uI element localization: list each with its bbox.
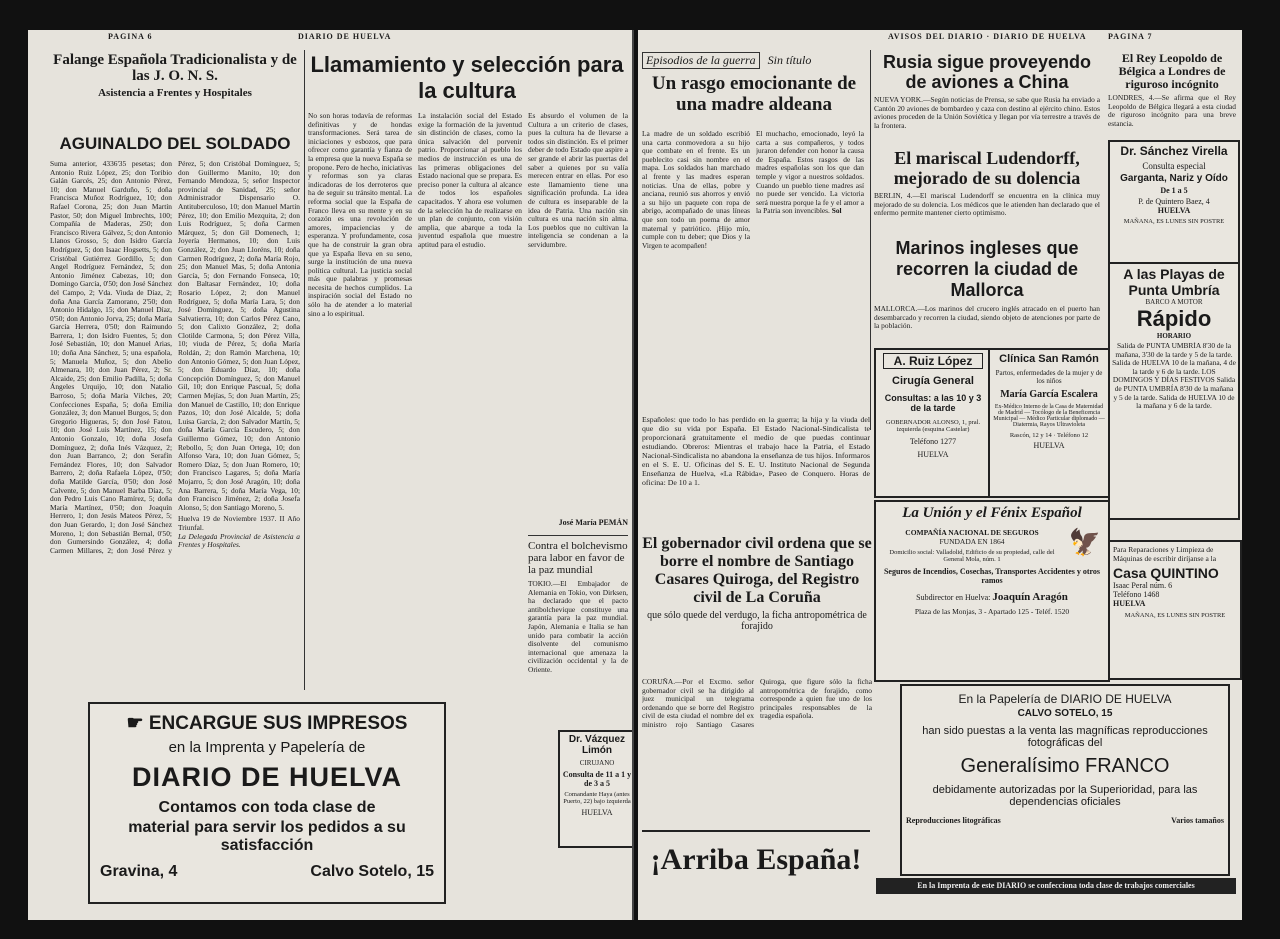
union-row	[879, 522, 1105, 563]
page-number-left: PAGINA 6	[108, 32, 153, 41]
imprenta-address-a: Gravina, 4	[100, 863, 178, 880]
marinos-title: Marinos ingleses que recorren la ciudad de Mallorca	[895, 238, 1079, 300]
episodios-col-b	[756, 130, 864, 410]
ramon-ad	[988, 348, 1110, 498]
union-title: La Unión y el Fénix Español	[902, 505, 1082, 521]
union-line3: Domicilio social: Valladolid, Edificio de su propiedad, calle del General Mola, núm. 1	[889, 549, 1055, 563]
ludendorff-body: BERLIN, 4.—El mariscal Ludendorff se encuentra en la clínica muy mejorado de su dolencia. Los médicos que le atienden han declarado que el enfermo permite mantener cierto optimismo.	[874, 192, 1100, 218]
quintino-city: HUELVA	[1113, 599, 1146, 608]
playas-schedule: Salida de PUNTA UMBRÍA 8'30 de la mañana, 3'30 de la tarde y 5 de la tarde. Salida de HUELVA 10 de la mañana, 4 de la tarde y 6 de la tarde. LOS DOMINGOS Y DÍAS FESTIVOS Salida de PUNTA UMBRÍA 8'30 de la mañana y 5 de la tarde. Salida de HUELVA 10 de la mañana y 6 de la tarde.	[1112, 342, 1236, 411]
playas-horario: HORARIO	[1156, 332, 1192, 340]
falange-title: Falange Española Tradicionalista y de las J. O. N. S.	[53, 52, 297, 84]
imprenta-addresses	[94, 863, 440, 881]
imprenta-headline: ENCARGUE SUS IMPRESOS	[148, 713, 408, 734]
aguinaldo-title: AGUINALDO DEL SOLDADO	[59, 134, 291, 153]
union-line2: FUNDADA EN 1864	[939, 537, 1005, 546]
imprenta-line3: DIARIO DE HUELVA	[131, 762, 402, 792]
franco-line4: debidamente autorizadas por la Superioridad, para las dependencias oficiales	[932, 784, 1198, 808]
leopoldo-title: El Rey Leopoldo de Bélgica a Londres de riguroso incógnito	[1118, 52, 1226, 91]
quintino-ad	[1108, 540, 1242, 680]
episodios-col-a: La madre de un soldado escribió una carta conmovedora a su hijo que combate en el frente. Es un pueblecito casi sin nombre en el mapa. Los soldados han marchado al frente y las madres esperan noticias. Una de ellas, pobre y anciana, reunió sus ahorros y envió a su hijo un paquete con ropa de abrigo, acompañado de unas líneas que son todo un poema de amor maternal y patriótico. ¡Hijo mío, cumple con tu deber; que Dios y la Virgen te acompañen!	[642, 130, 750, 250]
llamamiento-col-a: No son horas todavía de reformas definitivas y de hondas transformaciones. Será tarea de iniciaciones y esbozos, que para ofrecer como garantía y fianza de la empresa que la nueva España se propone. Pero de hecho, iniciativas y reformas son ya claras indicadoras de los derroteros que ha de seguir su tránsito mental. La reforma social que la España de Franco lleva en su mente y en su corazón es una revolución de amores, impaciencias y de esperanza. Y profundamente, cosa que ha de construir la gran obra que ya España lleva en su seno, surge la institución de una nueva política cultural. La justicia social más que palabras y promesas necesita de hechos cumplidos. La inspiración social del Estado no sólo ha de atender a lo material sino a lo espiritual.	[308, 112, 412, 318]
union-subdirector-label: Subdirector en Huelva:	[916, 593, 991, 602]
aguinaldo-body	[50, 160, 300, 680]
imprenta-line1	[94, 712, 440, 735]
union-ad	[874, 500, 1110, 682]
aguinaldo-text: Suma anterior, 4336'35 pesetas; don Antonio Ruiz López, 25; don Toribio Galán Garcés, 25; don Antonio Pérez, 10; don Manuel Garduño, 5; doña Francisca Muñoz Rodríguez, 10; don Rafael Corona, 25; don Juan Martín Pastor, 50; don Miguel Imbrechts, 100; Compañía de Maderas, 250; don Francisco Rivera Gálvez, 5; don Antonio Llanos Grosso, 5; don Isidro García Rodríguez, 5; don Isaac Hogsetts, 5; don Cristóbal Gutiérrez Gordillo, 5; don Angel Rodríguez Fernández, 5; don Antonio Jiménez Cabezas, 10; don Domingo García, 0'50; don José Sánchez del Campo, 2; Vda. Viuda de Díaz, 2; doña Ana García Zamorano, 2'50; don Antonio Hidalgo, 15; don Manuel Díaz, 0'50; don Antonio Jorva, 25; doña María García Herrera, 0'50; don Raimundo Barrera, 1; don Isidro Fuentes, 5; don José Sebastián, 10; don Manuel Arias, 10; doña Ana Sánchez, 5; una española, 5; Manuela Muñoz, 5; don Abelio Almenara, 10; don Juan Pérez, 2; Sr. Alcaide, 25; don Emilio Padilla, 5; doña Ángeles Urquijo, 10; don Natalio Barroso, 5; doña María Vilches, 20; Confecciones España, 5; doña Emilia González, 3; don Manuel Burgos, 5; don Gregorio Higueras, 5; don José Fatou, 10; don José Luis Martínez, 15; don Antonio Gonzalo, 10; doña Josefa Domínguez, 2; doña Inés Vázquez, 2; don Juan Barranco, 2; don Serafín Fernández Flores, 10; don Salvador Barrero, 2; doña Rafaela López, 0'50; doña Matilde García, 0'50; don José Calvente, 5; don Manuel Barba Díaz, 5; don Pedro Luis Cano Ramírez, 5; doña María Martínez, 0'50; don Joaquín Herrero, 1; don Jesús Mateos Pérez, 5; don Juan Gerardo, 1; don José Sánchez Moreno, 1; don Sebastián Bernal, 0'50; don Gumersindo González, 4; doña Carmen Millares, 2; don José Pérez y Pérez, 5; don Cristóbal Domínguez, 5; don Guillermo Manito, 10; don Fernando Mendoza, 5; señor Inspector provincial de Sanidad, 25; señor Administrador Dispensario O. Antituberculoso, 10; don Manuel Martín Pérez, 10; don Emilio Mezquita, 2; don Luis Rodríguez, 5; doña Carmen Márquez, 5; don Gil Domenech, 1; Joyería Hermanos, 10; don Luis González, 2; don Juan Lloréns, 10; doña Carmen Rodríguez, 2; doña María Rojo, 25; don Manuel Mas, 5; doña Antonia García, 5; don Fernando Fonseca, 10; don Baltasar Fernández, 10; doña Rosario López, 2; don Manuel Rodríguez, 5; doña María Lara, 5; don José Domínguez, 5; doña Agustina Salvatierra, 10; don Carlos Pérez Cano, 5; don Calixto González, 2; doña Clotilde Carmona, 5; don Pérez Villa, 10; viuda de Pérez, 5; doña María Roldán, 2; don Ramón Marchena, 10; don Antonio Gómez, 5; don Juan López, 5; don Eduardo Díaz, 10; doña Concepción Domínguez, 5; don Manuel Gil, 10; don Enrique Pascual, 5; doña Carmen Mejías, 5; don Juan Martín, 25; don Manuel de Castillo, 10; don Enrique Pazos, 10; don José Alcalde, 5; doña Luisa García, 2; don Salvador Martín, 5; doña María García Escudero, 5; don Guillermo Gómez, 10; don Antonio Rebollo, 5; don Juan Ortega, 10; don Alfonso Vara, 10; don Juan Gómez, 5; Romero Díaz, 5; don Juan Romero, 10; don Francisco Lagares, 5; doña María Mojarro, 5; don José Aragón, 10; doña Ana Barrera, 5; doña María Vega, 10; don Francisco Jiménez, 2; doña Josefa Alonso, 5; don Santiago Moreno, 5.	[50, 160, 300, 555]
playas-name: Rápido	[1136, 306, 1212, 331]
playas-title: A las Playas de	[1123, 266, 1225, 282]
ruiz-address: GOBERNADOR ALONSO, 1, pral. izquierda (esquina Castelar)	[885, 419, 981, 433]
vazquez-city: HUELVA	[581, 808, 613, 817]
franco-line1: En la Papelería de DIARIO DE HUELVA	[958, 692, 1172, 706]
episodios-block	[642, 52, 866, 115]
right-page	[638, 30, 1242, 920]
phoenix-emblem-icon: 🦅	[1068, 527, 1102, 557]
union-line6: Plaza de las Monjas, 3 - Apartado 125 - Teléf. 1520	[914, 607, 1070, 616]
franco-line3: han sido puestas a la venta las magníficas reproducciones fotográficas del	[922, 725, 1208, 749]
leopoldo-block	[1108, 52, 1236, 128]
ruiz-hours: Consultas: a las 10 y 3 de la tarde	[884, 393, 982, 413]
bottom-banner: En la Imprenta de este DIARIO se confecciona toda clase de trabajos comerciales	[876, 878, 1236, 894]
episodios-kicker-row	[642, 52, 866, 69]
sanchez-address: P. de Quintero Baez, 4	[1138, 197, 1210, 206]
vazquez-name: Dr. Vázquez Limón	[568, 734, 626, 756]
ludendorff-block	[874, 148, 1100, 237]
episodios-signature: Sol	[831, 206, 842, 216]
franco-foot-b: Varios tamaños	[1171, 816, 1224, 825]
playas-ad	[1108, 262, 1240, 520]
franco-foot-a: Reproducciones litográficas	[906, 816, 1001, 825]
ramon-desc: Ex-Médico Interno de la Casa de Maternidad de Madrid — Tocólogo de la Beneficencia Municipal — Médico Particular diplomado — Diatermia, Rayos Ultravioleta	[993, 404, 1105, 428]
ramon-name: Clínica San Ramón	[999, 353, 1099, 365]
llamamiento-title: Llamamiento y selección para la cultura	[310, 52, 624, 103]
column-rule-right	[870, 50, 871, 430]
seu-notice: Españoles: que todo lo has perdido en la guerra; la hija y la viuda del que dio su vida por España. El Estado Nacional-Sindicalista te proporcionará gratuitamente el medio de que puedas continuar estudiando. Obreros: Mientras el trabajo hace la Patria, el Estado Nacional-Sindicalista no abandona la enseñanza de tus hijos. Informaros en el S. E. U. Oficinas del S. E. U. Instituto Nacional de Segunda Enseñanza de Huelva, «La Rábida», Paseo de Conquero. Horas de oficina: De 10 a 1.	[642, 415, 870, 487]
vazquez-specialty: CIRUJANO	[579, 759, 615, 767]
quintino-line1: Para Reparaciones y Limpieza de Máquinas de escribir diríjanse a la	[1113, 545, 1217, 563]
ruiz-name: A. Ruiz López	[883, 353, 983, 369]
rusia-body: NUEVA YORK.—Según noticias de Prensa, se sabe que Rusia ha enviado a Cantón 20 aviones de bombardeo y caza con destino al ejército chino. Estos aviones proceden de la Unión Soviética y llegan por vía terrestre a través de la frontera.	[874, 96, 1100, 130]
quintino-name: Casa QUINTINO	[1113, 565, 1219, 581]
left-page	[28, 30, 634, 920]
quintino-note: MAÑANA, ES LUNES SIN POSTRE	[1124, 612, 1226, 619]
ludendorff-title: El mariscal Ludendorff, mejorado de su dolencia	[893, 148, 1081, 188]
arriba-espana: ¡Arriba España!	[642, 830, 870, 892]
franco-line2: CALVO SOTELO, 15	[1017, 708, 1113, 719]
vazquez-ad	[558, 730, 634, 848]
bolchevismo-block	[528, 535, 628, 720]
ramon-doctor: María García Escalera	[1000, 389, 1098, 400]
sanchez-name: Dr. Sánchez Virella	[1120, 144, 1228, 158]
union-line5	[879, 591, 1105, 603]
ramon-address: Rascón, 12 y 14 · Teléfono 12	[1009, 432, 1089, 439]
quintino-phone: Teléfono 1468	[1113, 590, 1160, 599]
episodios-title: Un rasgo emocionante de una madre aldeana	[651, 73, 857, 115]
franco-ad	[900, 684, 1230, 876]
imprenta-address-b: Calvo Sotelo, 15	[310, 863, 434, 880]
rusia-title: Rusia sigue proveyendo de aviones a China	[882, 52, 1092, 92]
marinos-body: MALLORCA.—Los marinos del crucero inglés atracado en el puerto han desembarcado y recorren la ciudad, siendo objeto de atenciones por parte de la población.	[874, 305, 1100, 331]
masthead-left: DIARIO DE HUELVA	[298, 32, 392, 41]
aguinaldo-header	[50, 134, 300, 154]
episodios-kicker: Episodios de la guerra	[642, 52, 760, 69]
sin-title: Sin título	[767, 53, 812, 67]
aguinaldo-signature: La Delegada Provincial de Asistencia a Frentes y Hospitales.	[178, 531, 300, 550]
ruiz-phone: Teléfono 1277	[909, 437, 957, 446]
vazquez-address: Comandante Haya (antes Puerto, 22) bajo izquierda	[563, 791, 631, 805]
ramon-body: Partos, enfermedades de la mujer y de los niños	[995, 369, 1103, 385]
playas-boat: BARCO A MOTOR	[1145, 298, 1203, 306]
episodios-text-b: El muchacho, emocionado, leyó la carta a sus compañeros, y todos juraron defender con honor la causa de España. Estos rasgos de las madres españolas son los que dan temple y vigor a nuestros soldados. Cuando un pueblo tiene madres así no puede ser vencido. La victoria será nuestra porque la fe y el amor a la Patria son invencibles.	[756, 130, 864, 216]
playas-place: Punta Umbría	[1128, 282, 1220, 298]
union-line1: COMPAÑÍA NACIONAL DE SEGUROS	[905, 528, 1039, 537]
gobernador-title: El gobernador civil ordena que se borre el nombre de Santiago Casares Quiroga, del Registro civil de La Coruña	[642, 535, 872, 606]
gobernador-body: CORUÑA.—Por el Excmo. señor gobernador civil se ha dirigido al juez municipal un telegrama ordenando que se borre del Registro civil de esta ciudad el nombre del ex ministro rojo Santiago Casares Quiroga, que figure sólo la ficha antropométrica de forajido, como corresponde a quien fue uno de los principales responsables de la tragedia española.	[642, 678, 872, 729]
llamamiento-col-b: La instalación social del Estado exige la formación de la juventud sin distinción de clases, como la única salvación del porvenir patrio. Proporcionar al pueblo los medios de instrucción es una de las primeras obligaciones del Estado nacional que se prepara. Es preciso poner la cultura al alcance de todos los españoles capacitados. Y ahora ese volumen de la selección ha de realizarse en un plan de conjunto, con visión amplia, que abarque a toda la juventud española que muestre aptitud para el estudio.	[418, 112, 522, 249]
leopoldo-body: LONDRES, 4.—Se afirma que el Rey Leopoldo de Bélgica llegará a esta ciudad de riguroso incógnito para una breve estancia.	[1108, 94, 1236, 128]
falange-subtitle: Asistencia a Frentes y Hospitales	[98, 87, 252, 99]
ramon-city: HUELVA	[1033, 441, 1065, 450]
union-director: Joaquín Aragón	[992, 591, 1068, 603]
franco-footer	[906, 816, 1224, 825]
masthead-right: AVISOS DEL DIARIO · DIARIO DE HUELVA	[888, 32, 1087, 41]
imprenta-line5: material para servir los pedidos a su satisfacción	[128, 819, 406, 854]
franco-name: Generalísimo FRANCO	[960, 755, 1170, 777]
llamamiento-signature: José María PEMÁN	[558, 518, 628, 527]
sanchez-ad	[1108, 140, 1240, 264]
imprenta-line2: en la Imprenta y Papelería de	[168, 739, 366, 756]
column-rule	[304, 50, 305, 690]
gobernador-subtitle: que sólo quede del verdugo, la ficha antropométrica de forajido	[647, 610, 867, 632]
gobernador-block	[642, 535, 872, 632]
falange-block	[50, 52, 300, 99]
llamamiento-col-c: Es absurdo el volumen de la Cultura a un criterio de clases, pues la cultura ha de llevarse a todos sin distinción. Es el primer deber de todo Estado que aspire a ser grande el abrir las puertas del saber a quienes por su valía merecen entrar en ellas. Por eso este llamamiento tiene una significación profunda. La idea de cultura es inseparable de la idea de Patria. Una nación sin cultura es una nación sin alma. Los pueblos que no cultivan la inteligencia se condenan a la servidumbre.	[528, 112, 628, 249]
sanchez-note: MAÑANA, ES LUNES SIN POSTRE	[1123, 218, 1225, 225]
sanchez-line2: Garganta, Nariz y Oído	[1120, 173, 1228, 184]
imprenta-line4: Contamos con toda clase de	[158, 799, 376, 816]
marinos-block	[874, 238, 1100, 351]
sanchez-hours: De 1 a 5	[1160, 186, 1188, 195]
vazquez-hours: Consulta de 11 a 1 y de 3 a 5	[562, 770, 632, 788]
imprenta-ad	[88, 702, 446, 904]
quintino-address: Isaac Peral núm. 6	[1113, 581, 1173, 590]
ruiz-specialty: Cirugía General	[892, 375, 974, 387]
llamamiento-header	[308, 52, 626, 104]
sanchez-city: HUELVA	[1157, 206, 1191, 215]
bolchevismo-body: TOKIO.—El Embajador de Alemania en Tokio, von Dirksen, ha declarado que el pacto antibolchevique constituye una garantía para la paz mundial. Japón, Alemania e Italia se han unido para combatir la acción disolvente del comunismo internacional que amenaza la civilización occidental y la de Oriente.	[528, 580, 628, 674]
ruiz-ad	[874, 348, 992, 498]
aguinaldo-closing: Huelva 19 de Noviembre 1937. II Año Triunfal.	[178, 514, 300, 532]
union-line4: Seguros de Incendios, Cosechas, Transportes Accidentes y otros ramos	[883, 567, 1101, 585]
page-number-right: PAGINA 7	[1108, 32, 1153, 41]
union-text	[879, 522, 1065, 563]
bolchevismo-title: Contra el bolchevismo para labor en favor de la paz mundial	[528, 540, 628, 576]
rusia-block	[874, 52, 1100, 151]
sanchez-line1: Consulta especial	[1142, 161, 1206, 171]
ruiz-city: HUELVA	[917, 450, 949, 459]
pointing-hand-icon: ☛	[126, 713, 144, 734]
